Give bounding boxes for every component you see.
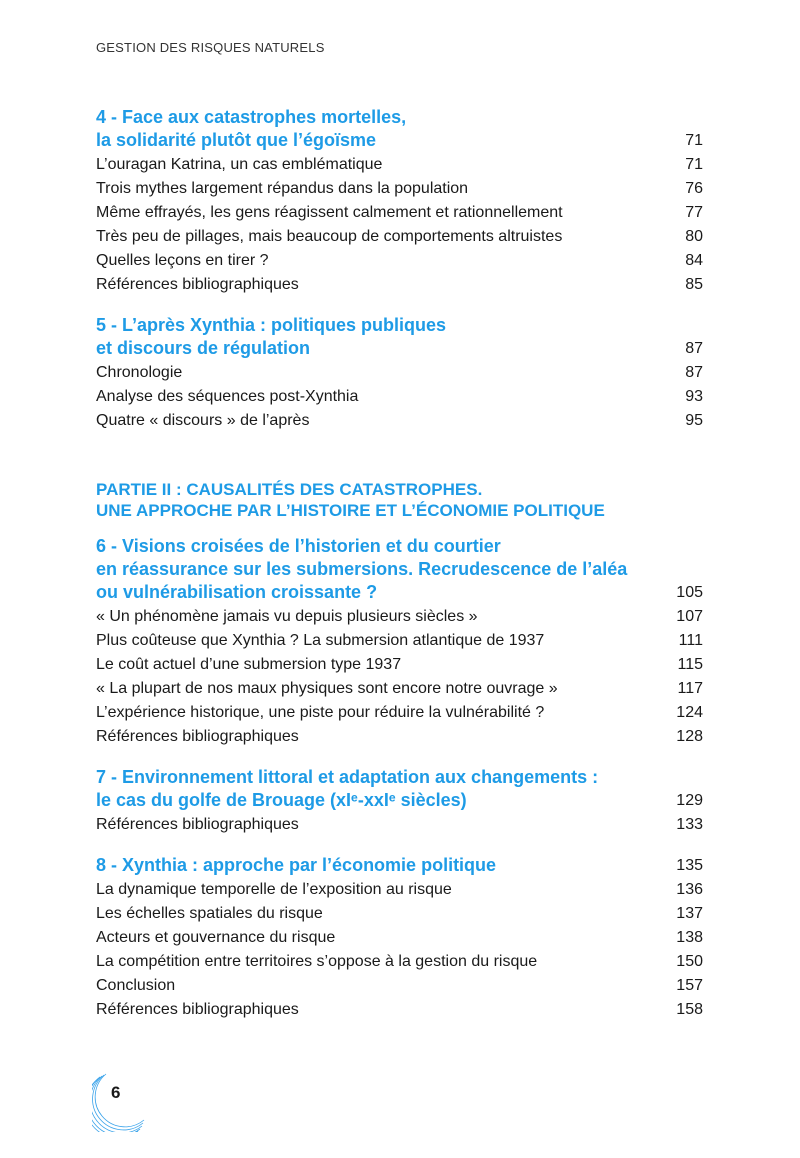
entry-label: Très peu de pillages, mais beaucoup de comportements altruistes (96, 228, 563, 245)
section-title-line (96, 789, 703, 812)
toc-entry[interactable] (96, 950, 703, 974)
entry-page-number: 95 (685, 412, 703, 429)
toc-entry[interactable] (96, 725, 703, 749)
page-swirl-logo (92, 1072, 152, 1132)
part-title-line: PARTIE II : CAUSALITÉS DES CATASTROPHES. (96, 480, 483, 499)
part-heading (96, 479, 703, 521)
toc-entry[interactable] (96, 605, 703, 629)
entry-label: Acteurs et gouvernance du risque (96, 929, 336, 946)
section-title-text: 4 - Face aux catastrophes mortelles, (96, 107, 407, 127)
toc-entry[interactable] (96, 813, 703, 837)
toc-entry[interactable] (96, 249, 703, 273)
running-header: GESTION DES RISQUES NATURELS (96, 40, 325, 55)
entry-label: Références bibliographiques (96, 728, 299, 745)
entry-page-number: 84 (685, 252, 703, 269)
part-title-line: UNE APPROCHE PAR L’HISTOIRE ET L’ÉCONOMIE POLITIQUE (96, 501, 605, 520)
section-page-number: 105 (676, 584, 703, 601)
entry-page-number: 77 (685, 204, 703, 221)
toc-section (96, 854, 703, 1022)
section-entries (96, 878, 703, 1022)
entry-page-number: 87 (685, 364, 703, 381)
entry-page-number: 133 (676, 816, 703, 833)
section-title-line (96, 854, 703, 877)
entry-label: Références bibliographiques (96, 1001, 299, 1018)
toc-entry[interactable] (96, 201, 703, 225)
toc-entry[interactable] (96, 177, 703, 201)
entry-label: La dynamique temporelle de l’exposition au risque (96, 881, 452, 898)
table-of-contents (96, 106, 703, 1022)
toc-entry[interactable] (96, 225, 703, 249)
entry-label: Quatre « discours » de l’après (96, 412, 310, 429)
entry-label: Trois mythes largement répandus dans la population (96, 180, 469, 197)
entry-page-number: 150 (676, 953, 703, 970)
entry-label: Conclusion (96, 977, 176, 994)
toc-section (96, 314, 703, 433)
section-title-text: ou vulnérabilisation croissante ? (96, 582, 378, 602)
entry-label: L’expérience historique, une piste pour réduire la vulnérabilité ? (96, 704, 545, 721)
entry-page-number: 71 (685, 156, 703, 173)
entry-label: Références bibliographiques (96, 816, 299, 833)
entry-page-number: 138 (676, 929, 703, 946)
toc-entry[interactable] (96, 902, 703, 926)
toc-entry[interactable] (96, 629, 703, 653)
section-page-number: 87 (685, 340, 703, 357)
entry-label: Chronologie (96, 364, 183, 381)
entry-label: Références bibliographiques (96, 276, 299, 293)
section-title-line (96, 558, 703, 581)
entry-label: Même effrayés, les gens réagissent calmement et rationnellement (96, 204, 563, 221)
entry-label: La compétition entre territoires s’oppose à la gestion du risque (96, 953, 538, 970)
toc-entry[interactable] (96, 153, 703, 177)
toc-section (96, 106, 703, 297)
section-title-text: le cas du golfe de Brouage (xIᵉ-xxIᵉ siècles) (96, 790, 467, 810)
entry-page-number: 93 (685, 388, 703, 405)
section-page-number: 129 (676, 792, 703, 809)
section-entries (96, 153, 703, 297)
section-title-line (96, 581, 703, 604)
entry-page-number: 137 (676, 905, 703, 922)
section-title-text: 5 - L’après Xynthia : politiques publiques (96, 315, 447, 335)
entry-label: Quelles leçons en tirer ? (96, 252, 269, 269)
toc-section (96, 766, 703, 837)
section-title-line (96, 314, 703, 337)
entry-page-number: 115 (677, 656, 703, 673)
toc-entry[interactable] (96, 385, 703, 409)
entry-page-number: 128 (676, 728, 703, 745)
entry-label: Plus coûteuse que Xynthia ? La submersion atlantique de 1937 (96, 632, 545, 649)
section-title-text: 8 - Xynthia : approche par l’économie politique (96, 855, 497, 875)
section-entries (96, 813, 703, 837)
toc-entry[interactable] (96, 361, 703, 385)
entry-page-number: 124 (676, 704, 703, 721)
entry-page-number: 158 (676, 1001, 703, 1018)
toc-entry[interactable] (96, 677, 703, 701)
toc-entry[interactable] (96, 926, 703, 950)
entry-label: « Un phénomène jamais vu depuis plusieurs siècles » (96, 608, 478, 625)
entry-page-number: 157 (676, 977, 703, 994)
entry-label: « La plupart de nos maux physiques sont encore notre ouvrage » (96, 680, 558, 697)
entry-page-number: 80 (685, 228, 703, 245)
section-entries (96, 605, 703, 749)
toc-section (96, 535, 703, 749)
entry-label: L’ouragan Katrina, un cas emblématique (96, 156, 383, 173)
section-title-line (96, 337, 703, 360)
toc-entry[interactable] (96, 653, 703, 677)
section-title-text: et discours de régulation (96, 338, 311, 358)
entry-page-number: 117 (677, 680, 703, 697)
entry-page-number: 85 (685, 276, 703, 293)
toc-entry[interactable] (96, 998, 703, 1022)
section-page-number: 71 (685, 132, 703, 149)
entry-page-number: 111 (678, 632, 703, 649)
section-title-text: 7 - Environnement littoral et adaptation aux changements : (96, 767, 599, 787)
section-title-line (96, 106, 703, 129)
toc-entry[interactable] (96, 273, 703, 297)
entry-label: Analyse des séquences post-Xynthia (96, 388, 359, 405)
entry-label: Les échelles spatiales du risque (96, 905, 323, 922)
toc-entry[interactable] (96, 974, 703, 998)
toc-entry[interactable] (96, 701, 703, 725)
entry-page-number: 136 (676, 881, 703, 898)
section-title-text: en réassurance sur les submersions. Recrudescence de l’aléa (96, 559, 628, 579)
section-title-line (96, 129, 703, 152)
toc-entry[interactable] (96, 409, 703, 433)
section-page-number: 135 (676, 857, 703, 874)
page-number: 6 (111, 1083, 121, 1102)
section-title-text: 6 - Visions croisées de l’historien et du courtier (96, 536, 501, 556)
entry-page-number: 107 (676, 608, 703, 625)
toc-entry[interactable] (96, 878, 703, 902)
entry-label: Le coût actuel d’une submersion type 1937 (96, 656, 402, 673)
entry-page-number: 76 (685, 180, 703, 197)
section-entries (96, 361, 703, 433)
section-title-text: la solidarité plutôt que l’égoïsme (96, 130, 377, 150)
section-title-line (96, 766, 703, 789)
section-title-line (96, 535, 703, 558)
